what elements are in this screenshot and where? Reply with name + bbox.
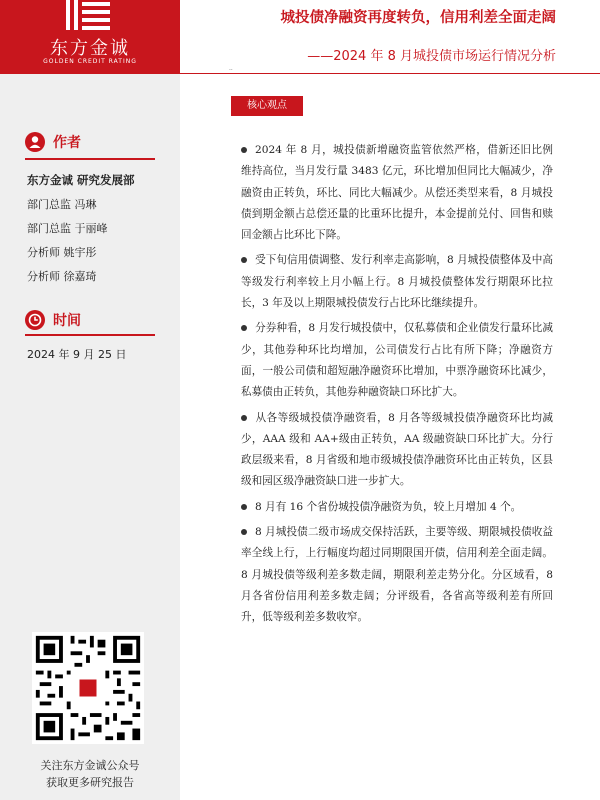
report-headline: 城投债净融资再度转负，信用利差全面走阔 (280, 10, 556, 26)
author-divider (25, 158, 155, 160)
bullet-text: 受下旬信用债调整、发行利率走高影响，8 月城投债整体及中高等级发行利率较上月小幅上行。8 月城投债整体发行期限环比拉长，3 年及以上期限城投债发行占比环比继续提升。 (241, 254, 553, 310)
person-icon (25, 132, 45, 152)
bullet-text: 8 月有 16 个省份城投债净融资为负，较上月增加 4 个。 (255, 500, 522, 513)
bullet-text: 分券种看，8 月发行城投债中，仅私募债和企业债发行量环比减少，其他券种环比均增加，公司债发行占比有所下降；净融资方面，一般公司债和超短融净融资环比增加，中票净融资环比减少，私募债由正转负，其他券种融资缺口环比扩大。 (241, 322, 553, 399)
list-item (241, 250, 553, 314)
header-mark: .. (229, 65, 233, 72)
bullet-icon (241, 529, 247, 535)
author-line: 部门总监 冯琳 (27, 198, 97, 211)
list-item (241, 522, 553, 628)
report-date: 2024 年 9 月 25 日 (27, 348, 127, 361)
list-item (241, 408, 553, 493)
list-item (241, 497, 553, 518)
qr-code-icon (32, 632, 144, 744)
key-points-list (241, 140, 553, 633)
bullet-text: 2024 年 8 月，城投债新增融资监管依然严格，借新还旧比例维持高位，当月发行量 3483 亿元，环比增加但同比大幅减少，净融资由正转负，环比、同比大幅减少。从偿还类型来看，8 月城投债到期金额占总偿还量的比重环比提升，本金提前兑付、回售和赎回金额占比环比下降。 (241, 144, 553, 242)
report-subtitle: ——2024 年 8 月城投债市场运行情况分析 (307, 49, 556, 64)
bullet-icon (241, 147, 247, 153)
clock-icon (25, 310, 45, 330)
time-divider (25, 334, 155, 336)
author-line: 分析师 徐嘉琦 (27, 270, 97, 283)
logo-block (0, 0, 180, 74)
logo-subtext: GOLDEN CREDIT RATING (43, 58, 137, 65)
logo-text: 东方金诚 (50, 38, 130, 59)
bullet-icon (241, 415, 247, 421)
author-section-header (25, 132, 81, 152)
bullet-text: 从各等级城投债净融资看，8 月各等级城投债净融资环比均减少，AAA 级和 AA+级由正转负，AA 级融资缺口环比扩大。分行政层级来看，8 月省级和地市级城投债净融资环比由正转负，区县级和园区级净融资缺口进一步扩大。 (241, 411, 553, 488)
header-divider (180, 73, 600, 74)
department-name: 东方金诚 研究发展部 (27, 173, 135, 187)
time-title: 时间 (53, 313, 81, 329)
core-viewpoint-tag: 核心观点 (231, 96, 303, 116)
list-item (241, 140, 553, 246)
bullet-icon (241, 504, 247, 510)
author-line: 部门总监 于丽峰 (27, 222, 108, 235)
logo-mark-icon (66, 0, 112, 30)
author-title: 作者 (53, 135, 81, 151)
bullet-text: 8 月城投债二级市场成交保持活跃，主要等级、期限城投债收益率全线上行，上行幅度均超过同期限国开债，信用利差全面走阔。8 月城投债等级利差多数走阔，期限利差走势分化。分区域看，8 月各省份信用利差多数走阔；分评级看，各省高等级利差有所回升，低等级利差多数收窄。 (241, 526, 553, 624)
qr-caption-line2: 获取更多研究报告 (46, 776, 134, 789)
list-item (241, 318, 553, 403)
author-line: 分析师 姚宇彤 (27, 246, 97, 259)
time-section-header (25, 310, 81, 330)
bullet-icon (241, 325, 247, 331)
qr-caption-line1: 关注东方金诚公众号 (40, 759, 140, 772)
bullet-icon (241, 257, 247, 263)
